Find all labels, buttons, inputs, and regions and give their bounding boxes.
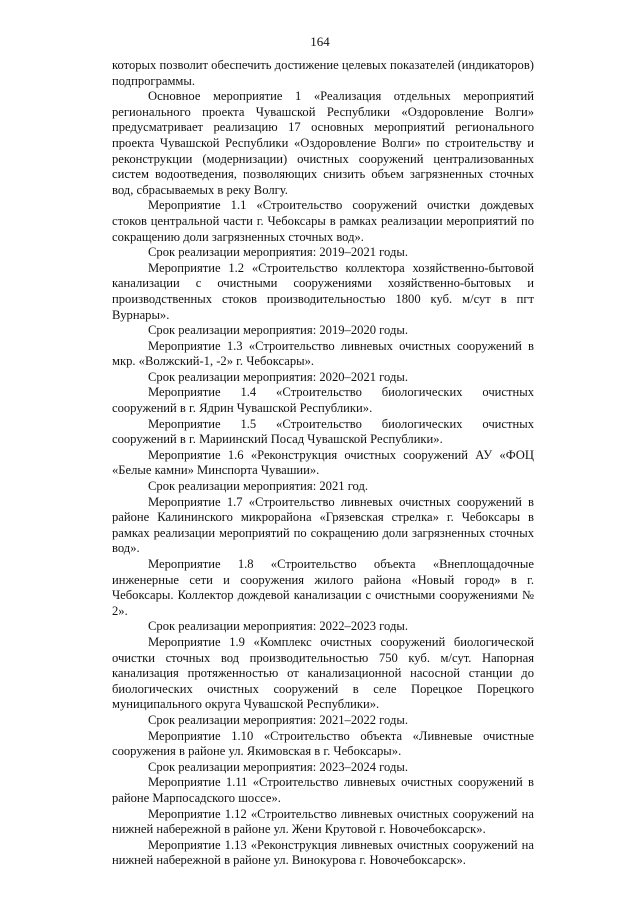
paragraph: Мероприятие 1.12 «Строительство ливневых очистных сооружений на нижней набережной в районе ул. Жени Крутовой г. Новочебоксарск». xyxy=(112,806,534,837)
paragraph: Мероприятие 1.8 «Строительство объекта «Внеплощадочные инженерные сети и сооружения жилого района «Новый город» в г. Чебоксары. Коллектор дождевой канализации с очистными сооружениями № 2». xyxy=(112,557,534,618)
paragraph: Мероприятие 1.5 «Строительство биологических очистных сооружений в г. Мариинский Посад Чувашской Республики». xyxy=(112,416,534,447)
paragraph: Мероприятие 1.13 «Реконструкция ливневых очистных сооружений на нижней набережной в районе ул. Винокурова г. Новочебоксарск». xyxy=(112,837,534,868)
paragraph: Срок реализации мероприятия: 2021–2022 годы. xyxy=(148,712,408,727)
paragraph: Мероприятие 1.10 «Строительство объекта «Ливневые очистные сооружения в районе ул. Якимовская в г. Чебоксары». xyxy=(112,728,534,759)
paragraph: Срок реализации мероприятия: 2019–2020 годы. xyxy=(148,323,408,338)
document-body xyxy=(112,58,534,869)
paragraph: Мероприятие 1.9 «Комплекс очистных сооружений биологической очистки сточных вод производительностью 750 куб. м/сут. Напорная канализация протяженностью от канализационной насосной станции до биологических очистных сооружений в селе Порецкое Порецкого муниципального округа Чувашской Республики». xyxy=(112,634,534,712)
paragraph: Срок реализации мероприятия: 2021 год. xyxy=(148,479,369,494)
paragraph: Мероприятие 1.3 «Строительство ливневых очистных сооружений в мкр. «Волжский-1, -2» г. Чебоксары». xyxy=(112,338,534,369)
paragraph: Срок реализации мероприятия: 2020–2021 годы. xyxy=(148,369,408,384)
page-number: 164 xyxy=(310,34,330,49)
paragraph: Мероприятие 1.7 «Строительство ливневых очистных сооружений в районе Калининского микрорайона «Грязевская стрелка» г. Чебоксары в рамках реализации мероприятий по сокращению доли загрязненных сточных вод». xyxy=(112,494,534,556)
paragraph: Мероприятие 1.1 «Строительство сооружений очистки дождевых стоков центральной части г. Чебоксары в рамках реализации мероприятий по сокращению доли загрязненных сточных вод». xyxy=(112,198,534,244)
paragraph: Срок реализации мероприятия: 2019–2021 годы. xyxy=(148,245,408,260)
paragraph: которых позволит обеспечить достижение целевых показателей (индикаторов) подпрограммы. xyxy=(112,58,534,88)
paragraph: Срок реализации мероприятия: 2022–2023 годы. xyxy=(148,619,408,634)
paragraph: Мероприятие 1.6 «Реконструкция очистных сооружений АУ «ФОЦ «Белые камни» Минспорта Чувашии». xyxy=(112,447,534,478)
paragraph: Срок реализации мероприятия: 2023–2024 годы. xyxy=(148,759,408,774)
paragraph: Мероприятие 1.11 «Строительство ливневых очистных сооружений в районе Марпосадского шоссе». xyxy=(112,775,534,805)
paragraph: Мероприятие 1.2 «Строительство коллектора хозяйственно-бытовой канализации с очистными сооружениями хозяйственно-бытовых и производственных стоков производительностью 1800 куб. м/сут в пгт Вурнары». xyxy=(112,260,534,322)
paragraph: Мероприятие 1.4 «Строительство биологических очистных сооружений в г. Ядрин Чувашской Республики». xyxy=(112,385,534,416)
paragraph: Основное мероприятие 1 «Реализация отдельных мероприятий регионального проекта Чувашской Республики «Оздоровление Волги» предусматривает реализацию 17 основных мероприятий регионального проекта Чувашской Республики «Оздоровление Волги» по строительству и реконструкции (модернизации) очистных сооружений централизованных систем водоотведения, позволяющих снизить объем загрязненных сточных вод, сбрасываемых в реку Волгу. xyxy=(112,89,534,197)
